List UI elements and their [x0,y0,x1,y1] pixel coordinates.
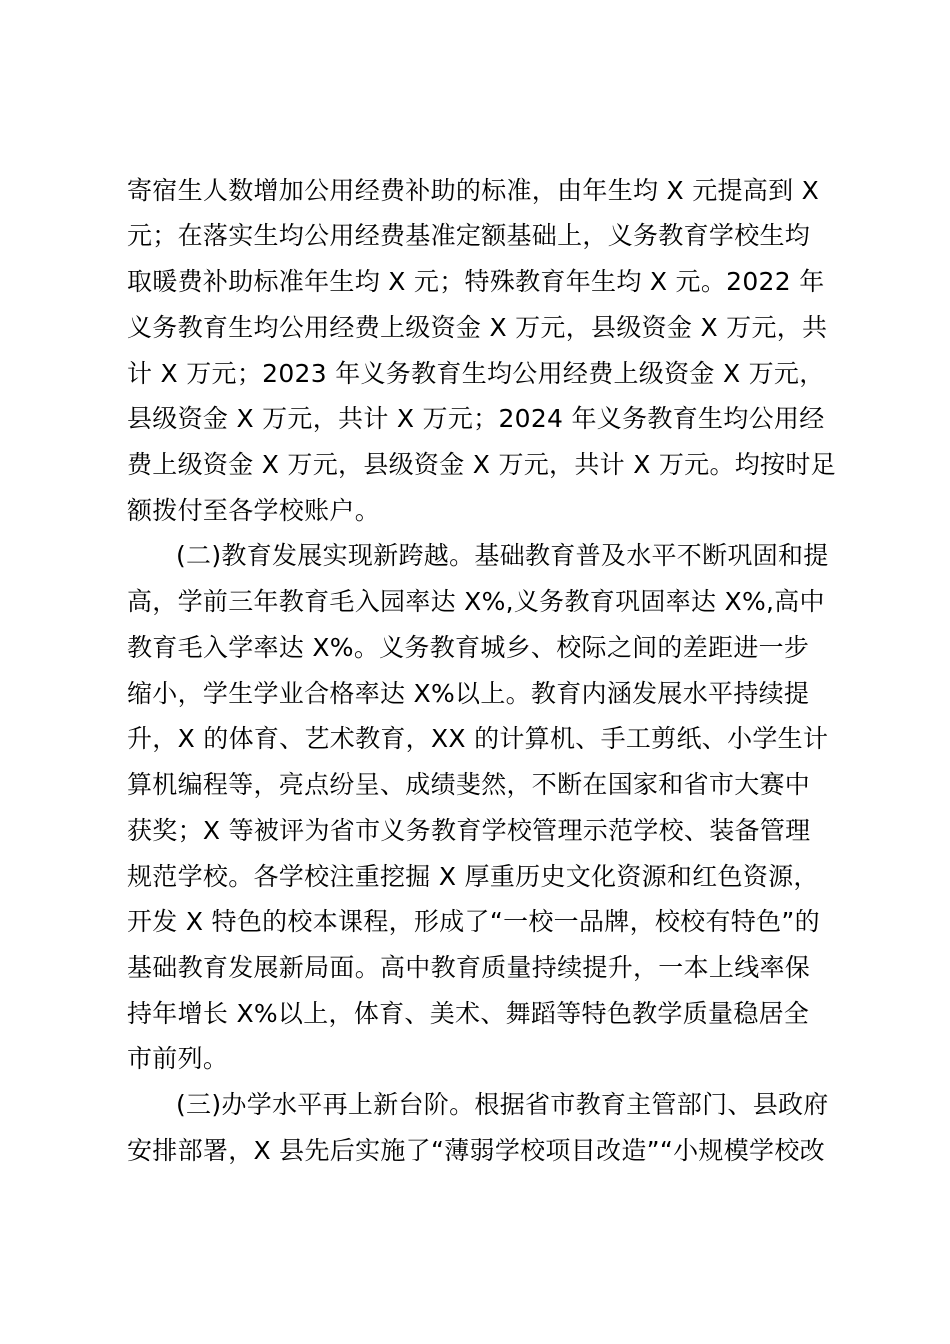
text-line-6: 县级资金 X 万元，共计 X 万元；2024 年义务教育生均公用经 [127,404,825,433]
text-line-12: 缩小，学生学业合格率达 X%以上。教育内涵发展水平持续提 [127,679,810,708]
text-line-2: 元；在落实生均公用经费基准定额基础上，义务教育学校生均 [127,221,811,250]
paragraph-3-first-line: (三)办学水平再上新台阶。根据省市教育主管部门、县政府 [176,1090,829,1119]
text-line-20: 市前列。 [127,1044,229,1073]
text-line-19: 持年增长 X%以上，体育、美术、舞蹈等特色教学质量稳居全 [127,999,810,1028]
text-line-4: 义务教育生均公用经费上级资金 X 万元，县级资金 X 万元，共 [127,313,828,342]
text-line-18: 基础教育发展新局面。高中教育质量持续提升，一本上线率保 [127,953,811,982]
text-line-8: 额拨付至各学校账户。 [127,496,381,525]
text-line-11: 教育毛入学率达 X%。义务教育城乡、校际之间的差距进一步 [127,633,810,662]
text-line-16: 规范学校。各学校注重挖掘 X 厚重历史文化资源和红色资源， [127,862,819,891]
text-line-5: 计 X 万元；2023 年义务教育生均公用经费上级资金 X 万元， [127,359,825,388]
text-line-17: 开发 X 特色的校本课程，形成了“一校一品牌，校校有特色”的 [127,907,820,936]
text-line-15: 获奖；X 等被评为省市义务教育学校管理示范学校、装备管理 [127,816,811,845]
text-line-22: 安排部署，X 县先后实施了“薄弱学校项目改造”“小规模学校改 [127,1136,825,1165]
text-line-13: 升，X 的体育、艺术教育，XX 的计算机、手工剪纸、小学生计 [127,724,829,753]
text-line-7: 费上级资金 X 万元，县级资金 X 万元，共计 X 万元。均按时足 [127,450,836,479]
text-line-3: 取暖费补助标准年生均 X 元；特殊教育年生均 X 元。2022 年 [127,267,825,296]
paragraph-2-first-line: (二)教育发展实现新跨越。基础教育普及水平不断巩固和提 [176,541,829,570]
text-line-1: 寄宿生人数增加公用经费补助的标准，由年生均 X 元提高到 X [127,176,820,205]
text-line-14: 算机编程等，亮点纷呈、成绩斐然，不断在国家和省市大赛中 [127,770,811,799]
text-line-10: 高，学前三年教育毛入园率达 X%,义务教育巩固率达 X%,高中 [127,587,825,616]
